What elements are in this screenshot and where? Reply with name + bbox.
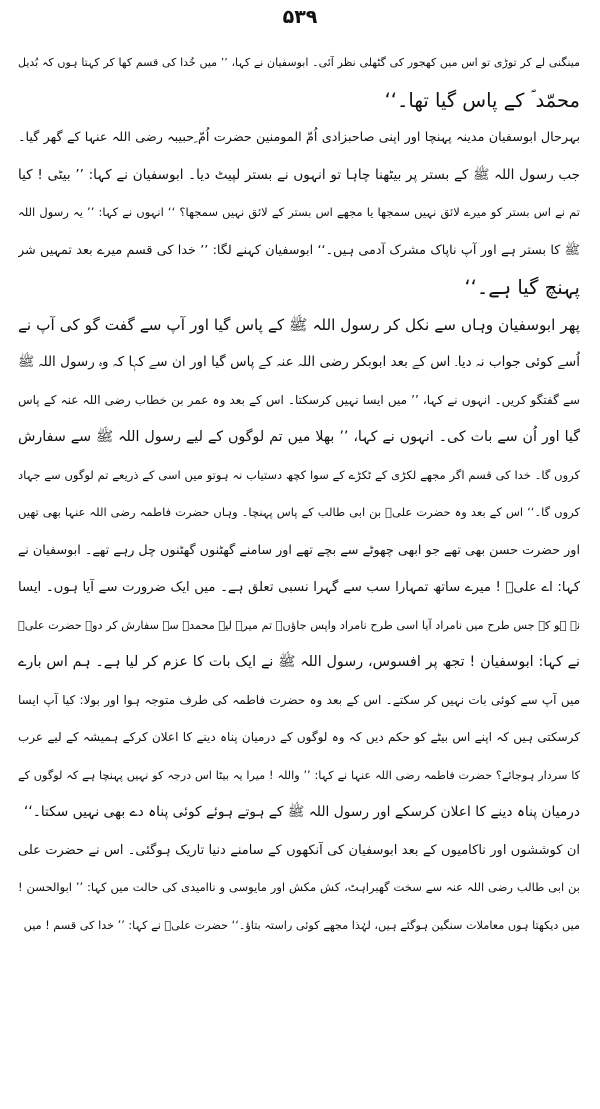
page-body bbox=[18, 44, 580, 944]
text-line: ﷺ کا بستر ہے اور آپ ناپاک مشرک آدمی ہیں۔‘‘ ابوسفیان کہنے لگا: ’’ خدا کی قسم میرے بعد تمہیں شر bbox=[18, 242, 580, 258]
text-line: کروں گا۔ خدا کی قسم اگر مجھے لکڑی کے ٹکڑے کے سوا کچھ دستیاب نہ ہوتو میں اسی کے ذریعے تم لوگوں سے جہاد bbox=[18, 467, 580, 482]
paragraph bbox=[18, 44, 580, 119]
text-line: میں دیکھتا ہوں معاملات سنگین ہوگئے ہیں، لہٰذا مجھے کوئی راستہ بتاؤ۔‘‘ حضرت علیؓ نے کہا: ’’ خدا کی قسم ! میں bbox=[23, 918, 580, 932]
text-line: نے کہا: ابوسفیان ! تجھ پر افسوس، رسول اللہ ﷺ نے ایک بات کا عزم کر لیا ہے۔ ہم اس بارے bbox=[18, 654, 580, 670]
text-line: کا سردار ہوجائے؟ حضرت فاطمہ رضی اللہ عنہا نے کہا: ’’ واللہ ! میرا یہ بیٹا اس درجہ کو نہیں پہنچا ہے کہ لوگوں کے bbox=[18, 768, 580, 782]
text-line: جب رسول اللہ ﷺ کے بستر پر بیٹھنا چاہا تو انہوں نے بستر لپیٹ دیا۔ ابوسفیان نے کہا: ’’ بیٹی ! کیا bbox=[18, 166, 580, 183]
text-line: کرسکتی ہیں کہ اپنے اس بیٹے کو حکم دیں کہ وہ لوگوں کے درمیان پناہ دینے کا اعلان کرکے ہمیشہ کے لیے عرب bbox=[18, 730, 580, 744]
text-line: ان کوششوں اور ناکامیوں کے بعد ابوسفیان کی آنکھوں کے سامنے دنیا تاریک ہوگئی۔ اس نے حضرت علی bbox=[18, 842, 580, 858]
text-line: تم نے اس بستر کو میرے لائق نہیں سمجھا یا مجھے اس بستر کے لائق نہیں سمجھا؟ ‘‘ انہوں نے کہا: ’’ یہ رسول اللہ bbox=[18, 205, 580, 219]
paragraph bbox=[18, 307, 580, 832]
text-line: میں آپ سے کوئی بات نہیں کر سکتے۔ اس کے بعد وہ حضرت فاطمہ کی طرف متوجہ ہوا اور بولا: کیا آپ ایسا bbox=[18, 692, 580, 707]
text-line: گیا اور اُن سے بات کی۔ انہوں نے کہا، ’’ بھلا میں تم لوگوں کے لیے رسول اللہ ﷺ سے سفارش bbox=[18, 429, 580, 445]
text-line: نہ ہو کہ جس طرح میں نامراد آیا اسی طرح نامراد واپس جاؤں۔ تم میرے لیے محمدؐ سے سفارش کر دو۔ حضرت علیؓ bbox=[18, 618, 580, 632]
text-line: بہرحال ابوسفیان مدینہ پہنچا اور اپنی صاحبزادی اُمّ المومنین حضرت اُمّ ِحبیبہ رضی اللہ عنہا کے گھر گیا۔ bbox=[18, 130, 580, 145]
page-number: ۵۳۹ bbox=[282, 6, 318, 28]
paragraph bbox=[18, 119, 580, 307]
text-line: کروں گا۔‘‘ اس کے بعد وہ حضرت علیؓ بن ابی طالب کے پاس پہنچا۔ وہاں حضرت فاطمہ رضی اللہ عنہا بھی تھیں bbox=[18, 505, 580, 519]
text-line: درمیان پناہ دینے کا اعلان کرسکے اور رسول اللہ ﷺ کے ہوتے ہوئے کوئی پناہ دے بھی نہیں سکتا۔‘‘ bbox=[24, 804, 580, 820]
text-line: کہا: اے علیؓ ! میرے ساتھ تمہارا سب سے گہرا نسبی تعلق ہے۔ میں ایک ضرورت سے آیا ہوں۔ ایسا bbox=[18, 580, 580, 595]
text-line: محمّد ؐ کے پاس گیا تھا۔‘‘ bbox=[384, 88, 580, 112]
text-line: پہنچ گیا ہے۔‘‘ bbox=[464, 276, 580, 299]
paragraph bbox=[18, 832, 580, 945]
text-line: مینگنی لے کر توڑی تو اس میں کھجور کی گٹھلی نظر آئی۔ ابوسفیان نے کہا، ’’ میں خُدا کی قسم کھا کر کہتا ہوں کہ بُدیل bbox=[18, 56, 580, 69]
text-line: اور حضرت حسن بھی تھے جو ابھی چھوٹے سے بچے تھے اور سامنے گھٹنوں گھٹنوں چل رہے تھے۔ ابوسفیان نے bbox=[18, 542, 580, 558]
text-line: بن ابی طالب رضی اللہ عنہ سے سخت گھبراہٹ، کش مکش اور مایوسی و ناامیدی کی حالت میں کہا: ’’ ابوالحسن ! bbox=[18, 880, 580, 894]
text-line: پھر ابوسفیان وہاں سے نکل کر رسول اللہ ﷺ کے پاس گیا اور آپ سے گفت گو کی آپ نے bbox=[18, 315, 580, 334]
text-line: اُسے کوئی جواب نہ دیا۔ اس کے بعد ابوبکر رضی اللہ عنہ کے پاس گیا اور ان سے کہا کہ وہ رسول اللہ ﷺ bbox=[18, 354, 580, 370]
text-line: سے گفتگو کریں۔ انہوں نے کہا، ’’ میں ایسا نہیں کرسکتا۔ اس کے بعد وہ عمر بن خطاب رضی اللہ عنہ کے پاس bbox=[18, 392, 580, 407]
